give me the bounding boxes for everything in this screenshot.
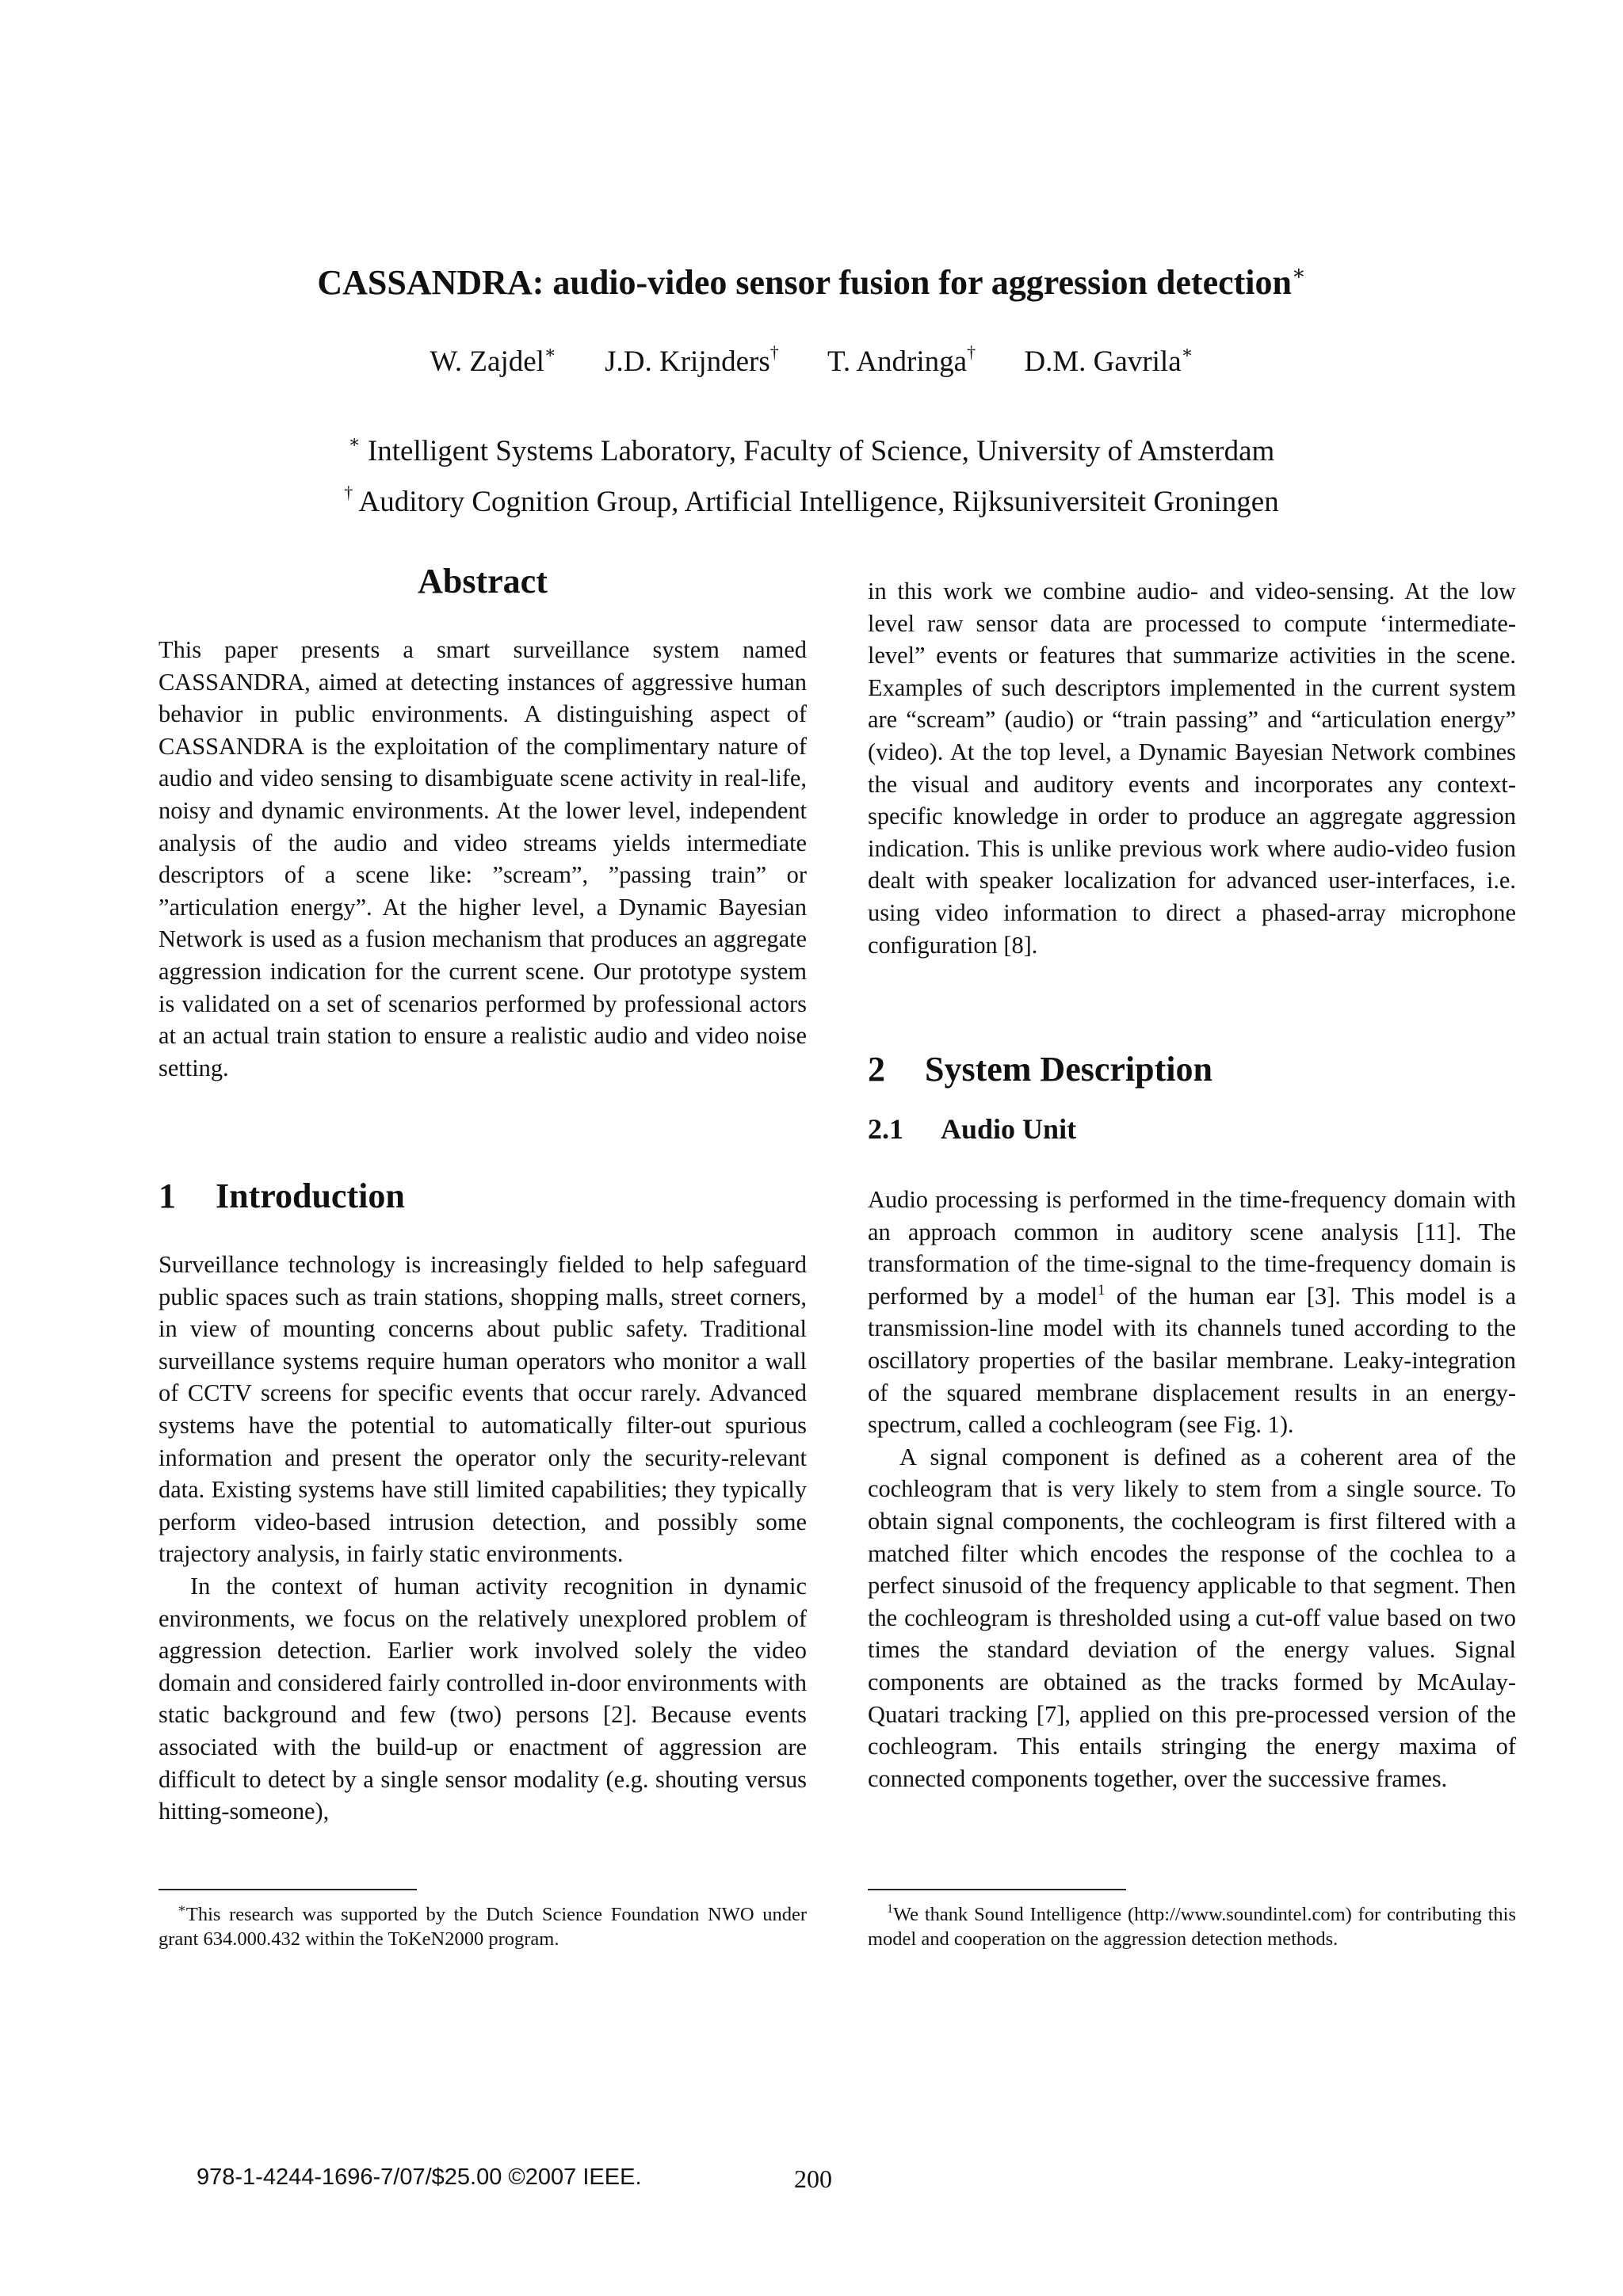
page-number: 200 (794, 2164, 832, 2193)
author: D.M. Gavrila∗ (1024, 342, 1193, 378)
intro-paragraph-1: Surveillance technology is increasingly fielded to help safeguard public spaces such as train stations, shopping malls, street corners, in view of mounting concerns about public safety. Traditional surveillance systems require human operators who monitor a wall of CCTV screens for specific events that occur rarely. Advanced systems have the potential to automatically filter-out spurious information and present the operator only the security-relevant data. Existing systems have still limited capabilities; they typically perform video-based intrusion detection, and possibly some trajectory analysis, in fairly static environments. (158, 1251, 807, 1568)
title-footnote-marker: ∗ (1291, 261, 1306, 284)
subsection-heading-audio-unit: 2.1 Audio Unit (868, 1113, 1077, 1145)
author: J.D. Krijnders† (605, 342, 779, 378)
paper-title-text: CASSANDRA: audio-video sensor fusion for aggression detection (317, 263, 1292, 302)
intro-paragraph-2: In the context of human activity recognition in dynamic environments, we focus on the relatively unexplored problem of aggression detection. Earlier work involved solely the video domain and considered fairly controlled in-door environments with static background and few (two) persons [2]. Because events associated with the build-up or enactment of aggression are difficult to detect by a single sensor modality (e.g. shouting versus hitting-someone), (158, 1572, 807, 1825)
introduction-body (158, 1249, 807, 1828)
copyright-line: 978-1-4244-1696-7/07/$25.00 ©2007 IEEE. (197, 2164, 642, 2190)
intro-paragraph-2-continued: in this work we combine audio- and video-sensing. At the low level raw sensor data are processed to compute ‘intermediate-level” events or features that summarize activities in the scene. Examples of such descriptors implemented in the current system are “scream” (audio) or “train passing” and “articulation energy” (video). At the top level, a Dynamic Bayesian Network combines the visual and auditory events and incorporates any context-specific knowledge in order to produce an aggregate aggression indication. This is unlike previous work where audio-video fusion dealt with speaker localization for advanced user-interfaces, i.e. using video information to direct a phased-array microphone configuration [8]. (868, 578, 1516, 959)
abstract-heading: Abstract (418, 562, 548, 601)
abstract-body (158, 634, 807, 1084)
affiliation: † Auditory Cognition Group, Artificial Intelligence, Rijksuniversiteit Groningen (344, 482, 1279, 518)
footnote-right: $^1$We thank Sound Intelligence (http://www.soundintel.com) for contributing this model and cooperation on the aggression detection methods. (868, 1902, 1516, 1950)
footnote-rule-right (868, 1889, 1126, 1890)
author: W. Zajdel∗ (430, 342, 556, 378)
affiliation: ∗ Intelligent Systems Laboratory, Faculty of Science, University of Amsterdam (348, 432, 1275, 467)
abstract-paragraph: This paper presents a smart surveillance system named CASSANDRA, aimed at detecting instances of aggressive human behavior in public environments. A distinguishing aspect of CASSANDRA is the exploitation of the complimentary nature of audio and video sensing to disambiguate scene activity in real-life, noisy and dynamic environments. At the lower level, independent analysis of the audio and video streams yields intermediate descriptors of a scene like: ”scream”, ”passing train” or ”articulation energy”. At the higher level, a Dynamic Bayesian Network is used as a fusion mechanism that produces an aggregate aggression indication for the current scene. Our prototype system is validated on a set of scenarios performed by professional actors at an actual train station to ensure a realistic audio and video noise setting. (158, 636, 807, 1081)
footnote-left: ∗This research was supported by the Dutch Science Foundation NWO under grant 634.000.432 within the ToKeN2000 program. (158, 1902, 807, 1950)
paper-title (0, 261, 1623, 303)
author-list (0, 342, 1623, 379)
footnote-rule-left (158, 1889, 417, 1890)
author: T. Andringa† (827, 342, 976, 378)
affiliations (0, 421, 1623, 523)
audio-unit-body (868, 1184, 1516, 1794)
audio-paragraph-1: Audio processing is performed in the time-frequency domain with an approach common in auditory scene analysis [11]. The transformation of the time-signal to the time-frequency domain is performed by a model$^1$ of the human ear [3]. This model is a transmission-line model with its channels tuned according to the oscillatory properties of the basilar membrane. Leaky-integration of the squared membrane displacement results in an energy-spectrum, called a cochleogram (see Fig. 1). (868, 1186, 1516, 1439)
section-heading-introduction: 1 Introduction (158, 1177, 405, 1215)
right-column-continuation (868, 575, 1516, 961)
audio-paragraph-2: A signal component is defined as a coherent area of the cochleogram that is very likely to stem from a single source. To obtain signal components, the cochleogram is first filtered with a matched filter which encodes the response of the cochlea to a perfect sinusoid of the frequency applicable to that segment. Then the cochleogram is thresholded using a cut-off value based on two times the standard deviation of the energy values. Signal components are obtained as the tracks formed by McAulay-Quatari tracking [7], applied on this pre-processed version of the cochleogram. This entails stringing the energy maxima of connected components together, over the successive frames. (868, 1443, 1516, 1792)
footnote-reference: 1 (1097, 1281, 1106, 1299)
section-heading-system-description: 2 System Description (868, 1050, 1212, 1089)
